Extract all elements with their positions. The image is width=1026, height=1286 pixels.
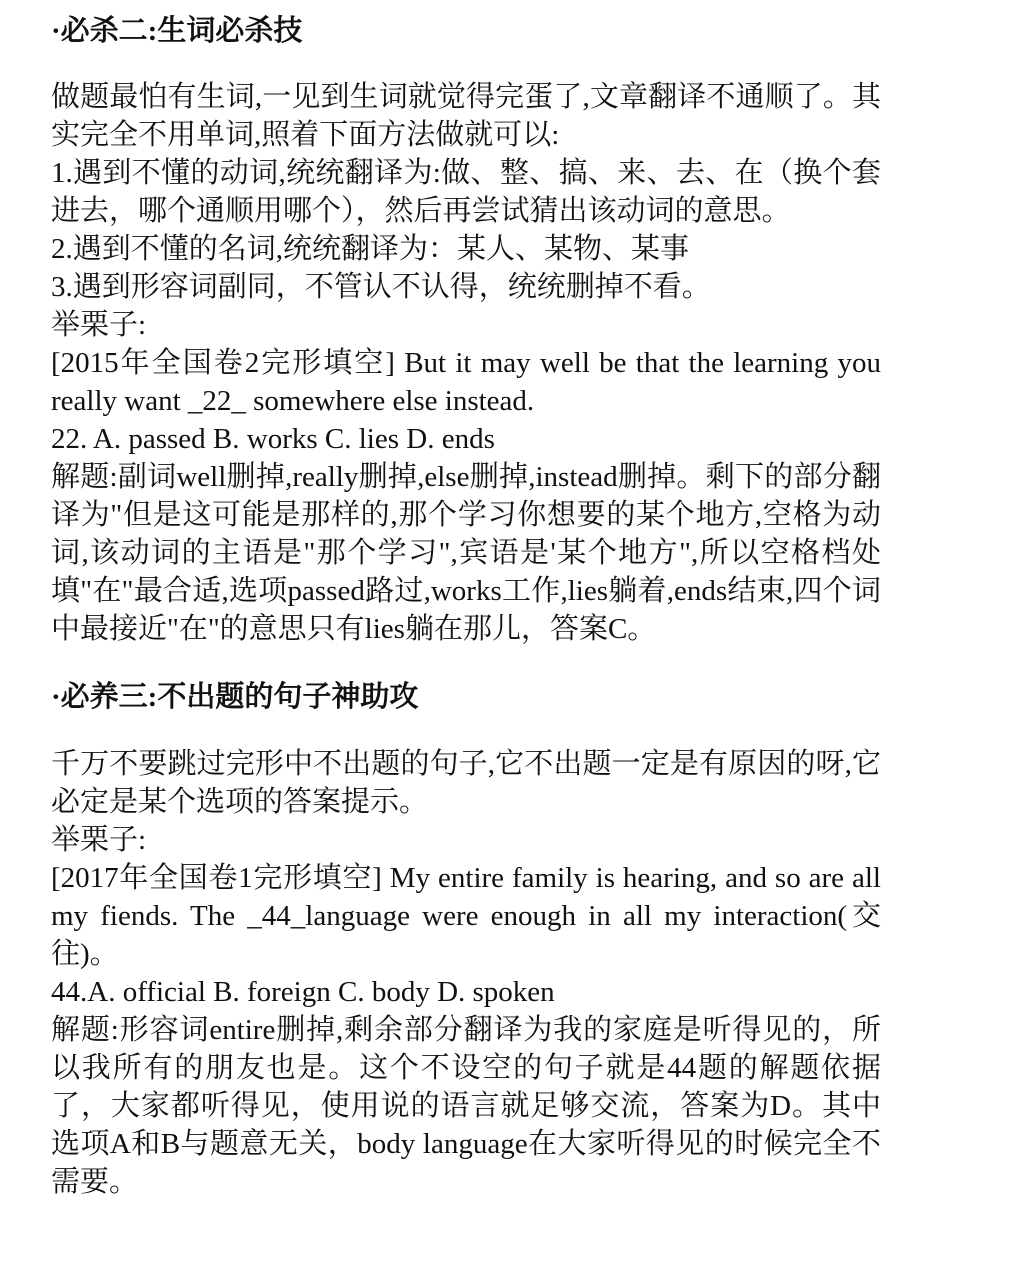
example-label-2: 举栗子: [51,824,147,856]
solution-2: 解题:形容词entire删掉,剩余部分翻译为我的家庭是听得见的，所以我所有的朋友也是。这个不设空的句子就是44题的解题依据了，大家都听得见，使用说的语言就足够交流，答案为D。其中选项A和B与题意无关，body language在大家听得见的时候完全不需要。 [51,1014,881,1198]
section2-intro: 千万不要跳过完形中不出题的句子,它不出题一定是有原因的呀,它必定是某个选项的答案提示。 [51,748,881,818]
rule-2: 2.遇到不懂的名词,统统翻译为：某人、某物、某事 [51,233,690,265]
example-text-1: [2015年全国卷2完形填空] But it may well be that the learning you really want _22_ somewhere else instead. [51,347,881,417]
section-heading-2: ·必养三:不出题的句子神助攻 [51,681,419,713]
example-text-2: [2017年全国卷1完形填空] My entire family is hearing, and so are all my fiends. The _44_language were enough in all my interaction(交往)。 [51,862,881,970]
section-heading-1: ·必杀二:生词必杀技 [51,15,303,47]
options-1: 22. A. passed B. works C. lies D. ends [51,423,495,455]
options-2: 44.A. official B. foreign C. body D. spoken [51,976,555,1008]
rule-1: 1.遇到不懂的动词,统统翻译为:做、整、搞、来、去、在（换个套进去，哪个通顺用哪个），然后再尝试猜出该动词的意思。 [51,157,881,227]
rule-3: 3.遇到形容词副同，不管认不认得，统统删掉不看。 [51,271,711,303]
section1-intro: 做题最怕有生词,一见到生词就觉得完蛋了,文章翻译不通顺了。其实完全不用单词,照着下面方法做就可以: [51,81,881,151]
document-page [51,0,881,1201]
solution-1: 解题:副词well删掉,really删掉,else删掉,instead删掉。剩下的部分翻译为"但是这可能是那样的,那个学习你想要的某个地方,空格为动词,该动词的主语是"那个学习",宾语是'某个地方",所以空格档处填"在"最合适,选项passed路过,works工作,lies躺着,ends结束,四个词中最接近"在"的意思只有lies躺在那儿，答案C。 [51,461,881,645]
example-label-1: 举栗子: [51,309,147,341]
